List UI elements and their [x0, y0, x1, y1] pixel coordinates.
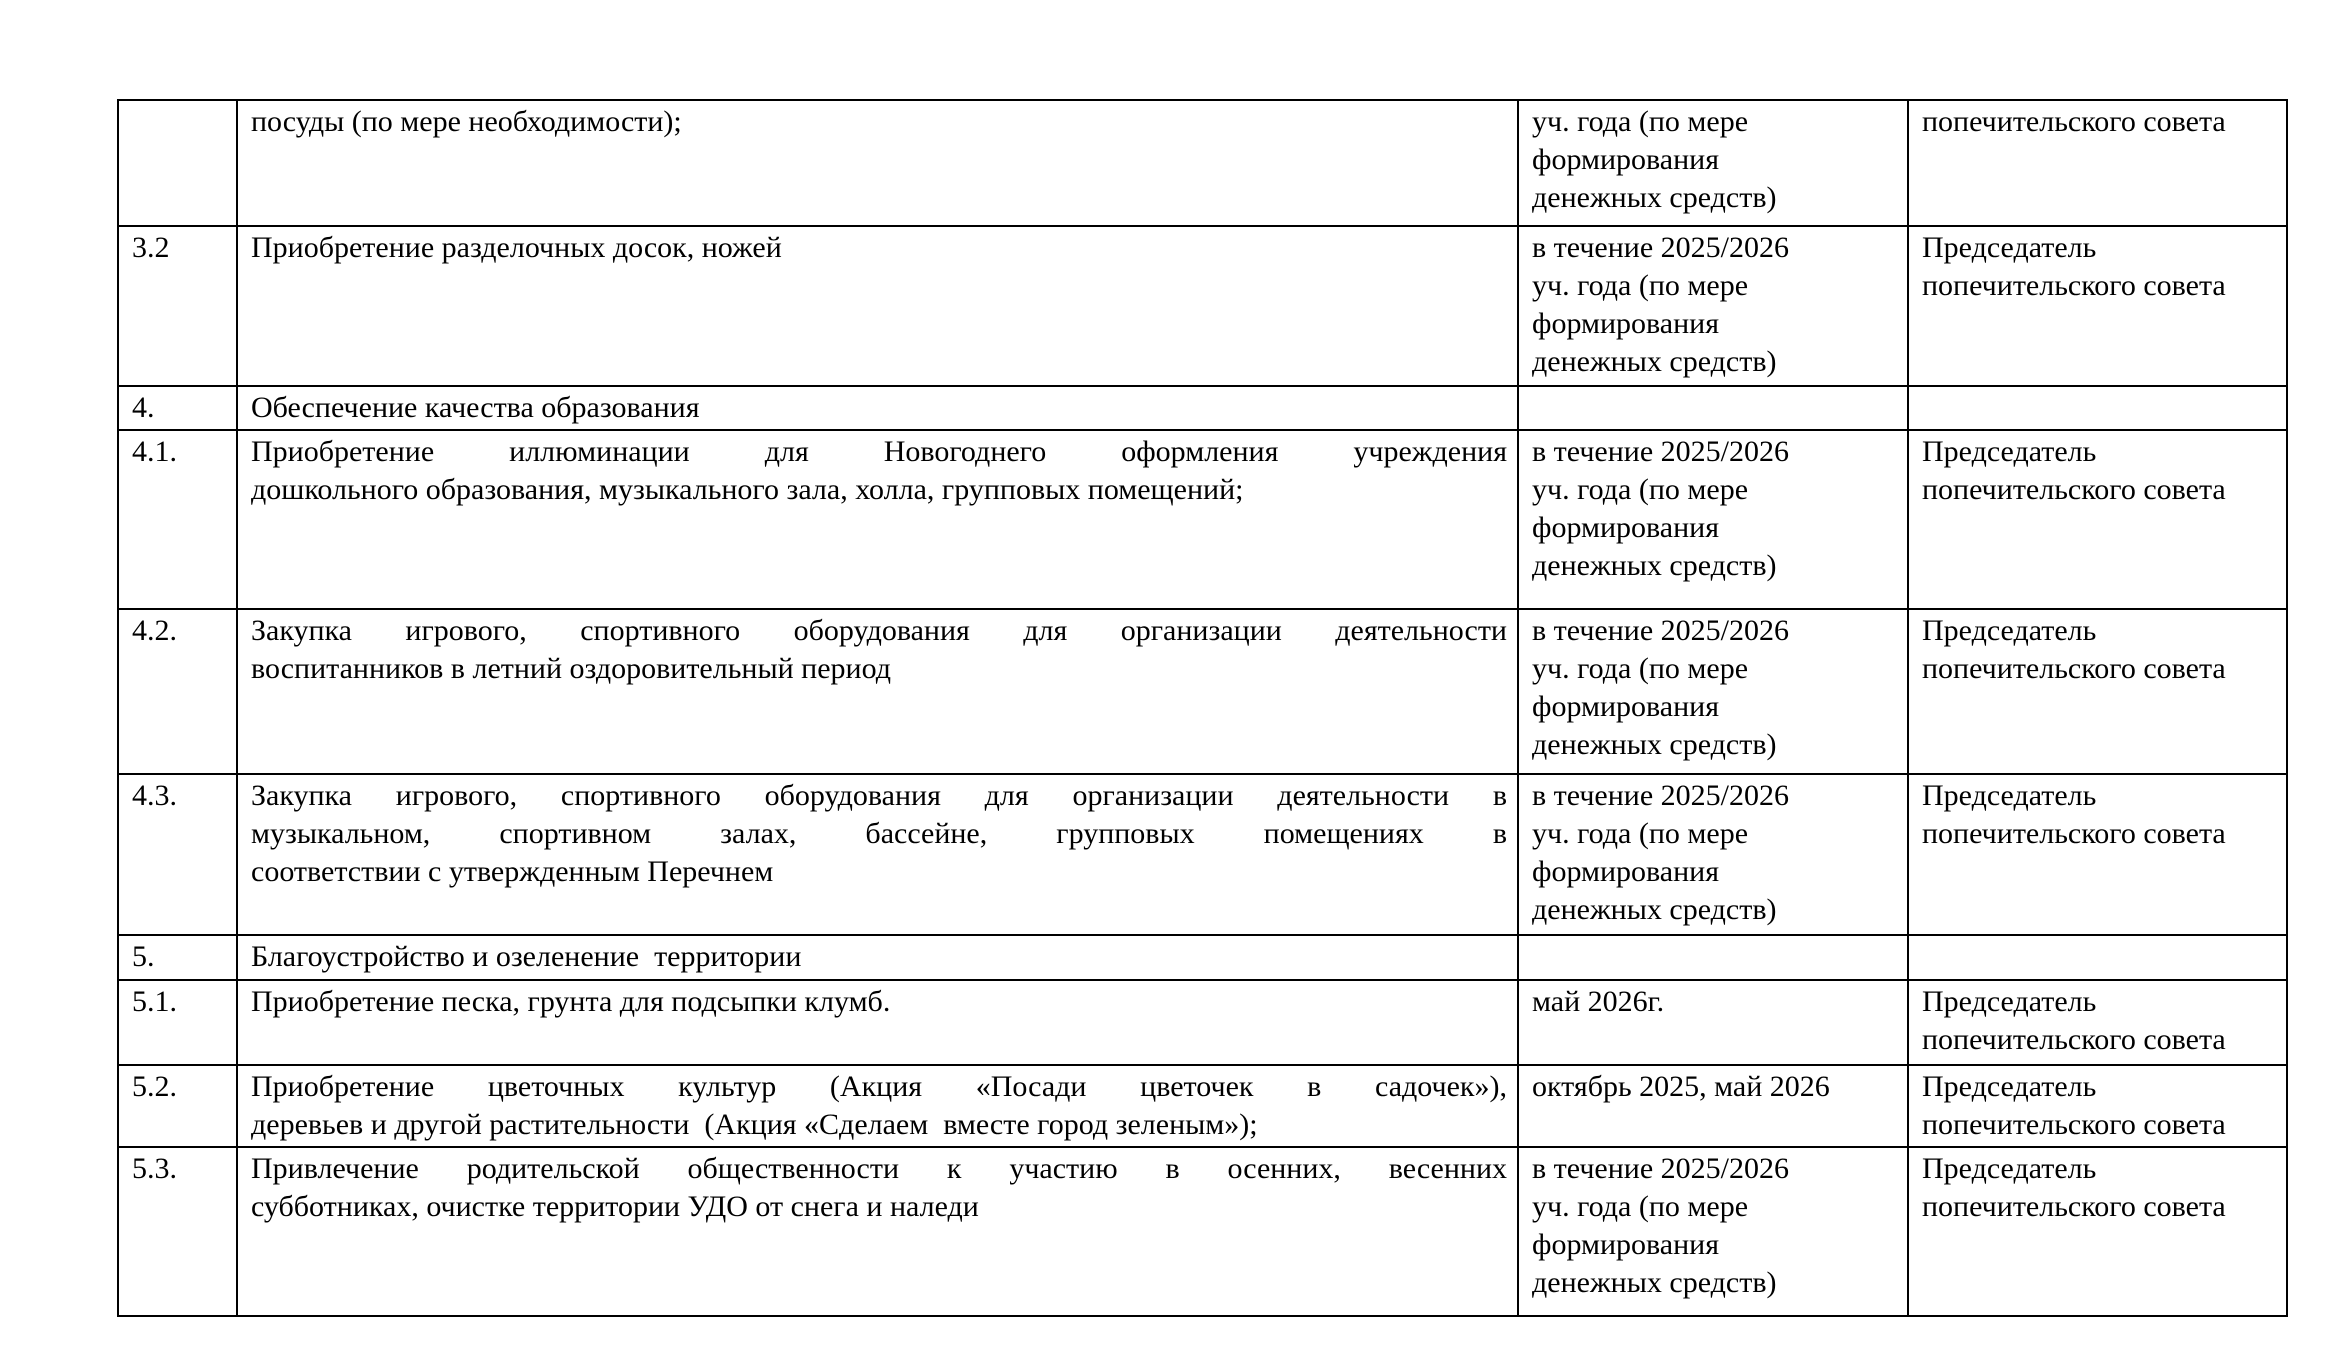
responsible-cell	[1908, 609, 2287, 774]
text-line: попечительского совета	[1922, 1023, 2226, 1056]
responsible-cell	[1908, 100, 2287, 226]
row-number-cell: 3.2	[118, 226, 237, 386]
text-line: в течение 2025/2026	[1532, 435, 1790, 468]
text-line: попечительского совета	[1922, 1190, 2226, 1223]
table-row	[118, 980, 2287, 1065]
text-line: Приобретение разделочных досок, ножей	[251, 231, 782, 264]
row-number-cell: 5.1.	[118, 980, 237, 1065]
table-row	[118, 430, 2287, 609]
text-line: уч. года (по мере	[1532, 652, 1749, 685]
text-line: формирования	[1532, 143, 1720, 176]
table-row	[118, 1065, 2287, 1147]
timing-cell	[1518, 1147, 1908, 1316]
text-line: Закупка игрового, спортивного оборудования для организации деятельности в	[251, 779, 1507, 812]
row-number-cell: 4.2.	[118, 609, 237, 774]
responsible-cell	[1908, 935, 2287, 980]
text-line: Приобретение песка, грунта для подсыпки клумб.	[251, 985, 891, 1018]
text-line: попечительского совета	[1922, 269, 2226, 302]
section-title-cell	[237, 386, 1518, 430]
activity-cell	[237, 1147, 1518, 1316]
responsible-cell	[1908, 226, 2287, 386]
text-line: денежных средств)	[1532, 549, 1777, 582]
text-line: денежных средств)	[1532, 181, 1777, 214]
section-title-cell	[237, 935, 1518, 980]
text-line: в течение 2025/2026	[1532, 1152, 1790, 1185]
table-row	[118, 100, 2287, 226]
plan-table	[117, 99, 2288, 1317]
text-line: денежных средств)	[1532, 345, 1777, 378]
row-number-cell: 5.3.	[118, 1147, 237, 1316]
activity-cell	[237, 226, 1518, 386]
text-line: в течение 2025/2026	[1532, 779, 1790, 812]
table-row	[118, 609, 2287, 774]
timing-cell	[1518, 774, 1908, 935]
row-number-cell: 4.	[118, 386, 237, 430]
text-line: Приобретение иллюминации для Новогоднего оформления учреждения	[251, 435, 1507, 468]
text-line: попечительского совета	[1922, 1108, 2226, 1141]
text-line: Председатель	[1922, 985, 2097, 1018]
text-line: деревьев и другой растительности (Акция «Сделаем вместе город зеленым»);	[251, 1108, 1258, 1141]
text-line: Приобретение цветочных культур (Акция «Посади цветочек в садочек»),	[251, 1070, 1507, 1103]
timing-cell	[1518, 430, 1908, 609]
text-line: попечительского совета	[1922, 473, 2226, 506]
text-line: соответствии с утвержденным Перечнем	[251, 855, 774, 888]
text-line: попечительского совета	[1922, 652, 2226, 685]
responsible-cell	[1908, 1065, 2287, 1147]
text-line: денежных средств)	[1532, 1266, 1777, 1299]
row-number-cell	[118, 100, 237, 226]
responsible-cell	[1908, 774, 2287, 935]
activity-cell	[237, 1065, 1518, 1147]
text-line: октябрь 2025, май 2026	[1532, 1070, 1830, 1103]
text-line: уч. года (по мере	[1532, 473, 1749, 506]
text-line: Председатель	[1922, 1070, 2097, 1103]
text-line: Председатель	[1922, 231, 2097, 264]
text-line: денежных средств)	[1532, 728, 1777, 761]
text-line: посуды (по мере необходимости);	[251, 105, 682, 138]
timing-cell	[1518, 980, 1908, 1065]
text-line: в течение 2025/2026	[1532, 614, 1790, 647]
table-row	[118, 1147, 2287, 1316]
text-line: формирования	[1532, 855, 1720, 888]
row-number-cell: 4.1.	[118, 430, 237, 609]
row-number-cell: 5.	[118, 935, 237, 980]
timing-cell	[1518, 100, 1908, 226]
row-number-cell: 5.2.	[118, 1065, 237, 1147]
text-line: Председатель	[1922, 614, 2097, 647]
timing-cell	[1518, 386, 1908, 430]
text-line: май 2026г.	[1532, 985, 1665, 1018]
text-line: субботниках, очистке территории УДО от снега и наледи	[251, 1190, 979, 1223]
text-line: формирования	[1532, 1228, 1720, 1261]
text-line: Закупка игрового, спортивного оборудования для организации деятельности	[251, 614, 1507, 647]
text-line: формирования	[1532, 511, 1720, 544]
table-row	[118, 226, 2287, 386]
table-row-section	[118, 386, 2287, 430]
activity-cell	[237, 774, 1518, 935]
text-line: уч. года (по мере	[1532, 1190, 1749, 1223]
responsible-cell	[1908, 430, 2287, 609]
activity-cell	[237, 430, 1518, 609]
text-line: Привлечение родительской общественности к участию в осенних, весенних	[251, 1152, 1507, 1185]
text-line: музыкальном, спортивном залах, бассейне, групповых помещениях в	[251, 817, 1507, 850]
text-line: денежных средств)	[1532, 893, 1777, 926]
text-line: Председатель	[1922, 1152, 2097, 1185]
text-line: уч. года (по мере	[1532, 269, 1749, 302]
text-line: в течение 2025/2026	[1532, 231, 1790, 264]
text-line: Благоустройство и озеленение территории	[251, 940, 802, 973]
timing-cell	[1518, 226, 1908, 386]
timing-cell	[1518, 935, 1908, 980]
text-line: попечительского совета	[1922, 817, 2226, 850]
text-line: Председатель	[1922, 435, 2097, 468]
activity-cell	[237, 980, 1518, 1065]
table-row	[118, 774, 2287, 935]
responsible-cell	[1908, 386, 2287, 430]
timing-cell	[1518, 1065, 1908, 1147]
activity-cell	[237, 609, 1518, 774]
text-line: уч. года (по мере	[1532, 105, 1749, 138]
text-line: формирования	[1532, 690, 1720, 723]
text-line: Обеспечение качества образования	[251, 391, 700, 424]
row-number-cell: 4.3.	[118, 774, 237, 935]
text-line: дошкольного образования, музыкального зала, холла, групповых помещений;	[251, 473, 1244, 506]
responsible-cell	[1908, 1147, 2287, 1316]
text-line: уч. года (по мере	[1532, 817, 1749, 850]
timing-cell	[1518, 609, 1908, 774]
activity-cell	[237, 100, 1518, 226]
table-row-section	[118, 935, 2287, 980]
text-line: формирования	[1532, 307, 1720, 340]
responsible-cell	[1908, 980, 2287, 1065]
text-line: воспитанников в летний оздоровительный период	[251, 652, 891, 685]
text-line: Председатель	[1922, 779, 2097, 812]
text-line: попечительского совета	[1922, 105, 2226, 138]
